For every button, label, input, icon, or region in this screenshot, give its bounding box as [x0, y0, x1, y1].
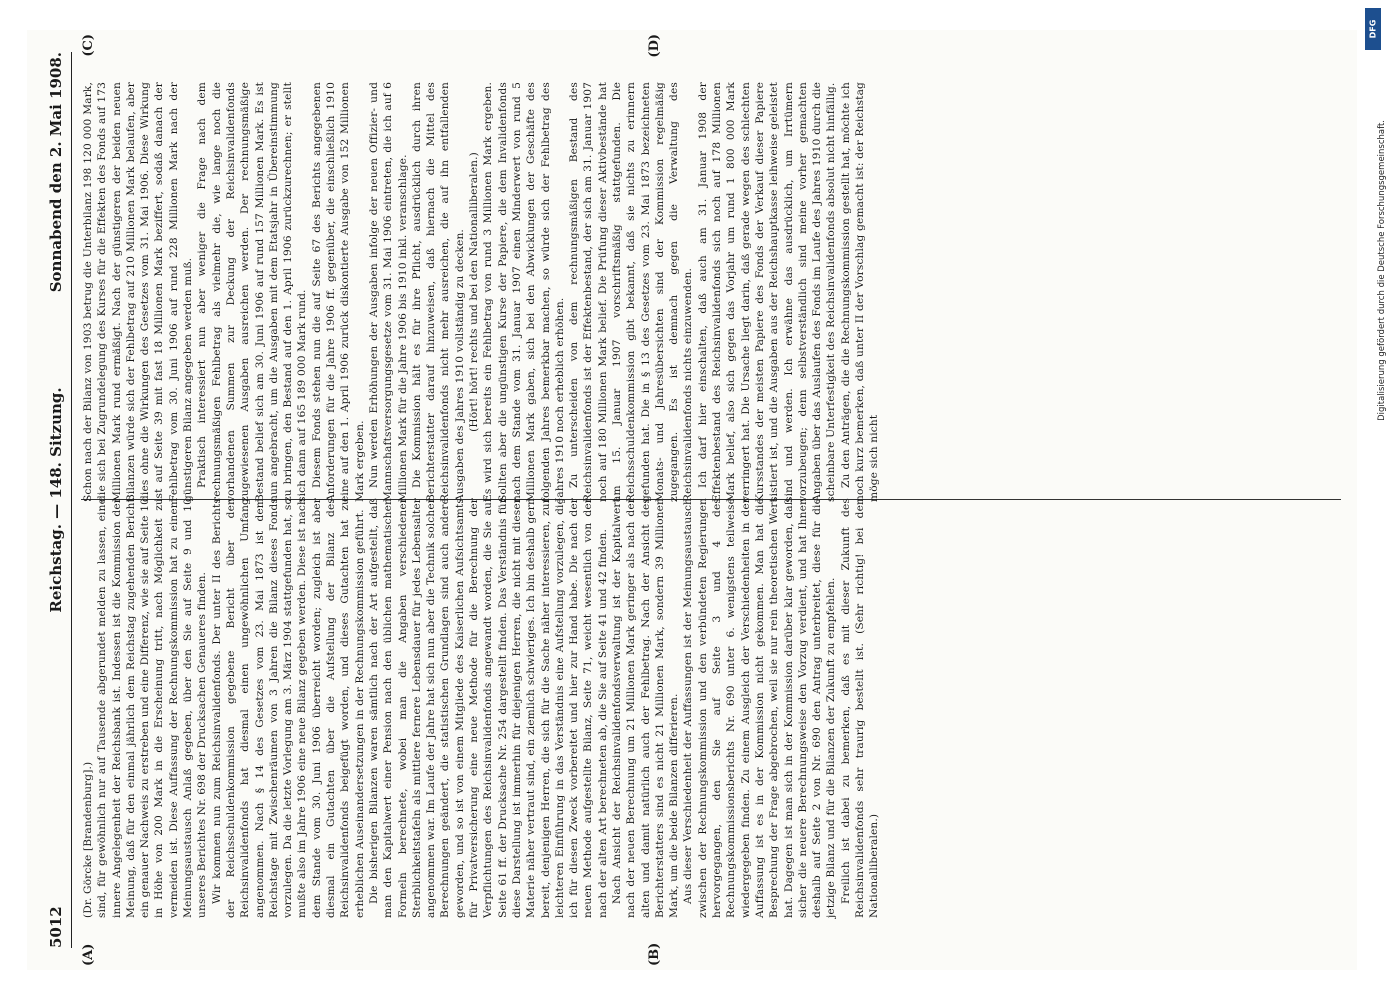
- paragraph: Die bisherigen Bilanzen waren sämtlich nach der Art aufgestellt, daß man den Kapitalwert einer Pension nach den üblichen mathematischen Formeln berechnete, wobei man die Angaben verschiedener Sterblichkeitstafeln als mittlere fernere Lebensdauer für jedes Lebensalter angenommen war. Im Laufe der Jahre hat sich nun aber die Technik solcher Berechnungen geändert, die statistischen Grundlagen sind auch andere geworden, und so ist von einem Mitgliede des Kaiserlichen Aufsichtsamts für Privatversicherung eine neue Methode für die Berechnung der Verpflichtungen des Reichsinvalidenfonds angewandt worden, die Sie auf Seite 61 ff. der Drucksache Nr. 254 dargestellt finden. Das Verständnis für diese Darstellung ist immerhin für diejenigen Herren, die nicht mit dieser Materie näher vertraut sind, ein ziemlich schwieriges. Ich bin deshalb gern bereit, denjenigen Herren, die sich für die Sache näher interessieren, zur leichteren Einführung in das Verständnis eine Aufstellung vorzulegen, die ich für diesen Zweck vorbereitet und hier zur Hand habe. Die nach der neuen Methode aufgestellte Bilanz, Seite 71, weicht wesentlich von der nach der alten Art berechneten ab, die Sie auf Seite 41 und 42 finden.: [367, 498, 609, 918]
- margin-mark-d: (D): [646, 34, 662, 58]
- paragraph: Es wird sich bereits ein Fehlbetrag von rund 3 Millionen Mark ergeben. Sollten aber die ungünstigen Kurse der Papiere, die dem Invalidenfonds nach dem Stande vom 31. Januar 1907 einen Minderwert von rund 5 Millionen Mark gaben, sich bei den Abwicklungen der Geschäfte des folgenden Jahres bemerkbar machen, so würde sich der Fehlbetrag des Jahres 1910 noch erheblich erhöhen.: [481, 82, 566, 502]
- interjection: (Hört! hört! rechts und bei den Nationalliberalen.): [467, 152, 480, 432]
- paragraph: Diesem Fonds stehen nun die auf Seite 67 des Berichts angegebenen Anforderungen für die Jahre 1906 ff. gegenüber, die einschließlich 1910 eine auf den 1. April 1906 zurück diskontierte Ausgabe von 152 Millionen Mark ergeben.: [310, 82, 366, 502]
- text-columns: [81, 52, 1341, 948]
- margin-mark-c: (C): [80, 34, 96, 57]
- paragraph: sind, für gewöhnlich nur auf Tausende abgerundet melden zu lassen, eine innere Angelegenheit der Reichsbank ist. Indessen ist die Kommission der Meinung, daß für den einmal jährlich dem Reichstag zugehenden Bericht ein genauer Nachweis zu erstreben und eine Differenz, wie sie auf Seite 10 in Höhe von 200 Mark in die Erscheinung tritt, nach Möglichkeit zu vermeiden ist. Diese Auffassung der Rechnungskommission hat zu einem Meinungsaustausch Anlaß gegeben, über den Sie auf Seite 9 und 10 unseres Berichtes Nr. 698 der Drucksachen Genaueres finden.: [95, 498, 208, 918]
- speaker-line: (Dr. Görcke [Brandenburg].): [81, 761, 94, 918]
- dfg-logo-icon: [1365, 8, 1381, 50]
- session-title: Reichstag. — 148. Sitzung.: [46, 387, 65, 613]
- paragraph: Zu den Anträgen, die die Rechnungskommission gestellt hat, möchte ich noch kurz bemerken, daß unter II der Vorschlag gemacht ist: der Reichstag möge sich nicht: [839, 82, 880, 502]
- document-page: [27, 30, 1357, 970]
- margin-mark-b: (B): [646, 942, 662, 966]
- paragraph: Zu unterscheiden von dem rechnungsmäßigen Bestand des Reichsinvalidenfonds ist der Effektenbestand, der sich am 31. Januar 1907 noch auf 180 Millionen Mark belief. Die Prüfung dieser Aktivbestände hat am 15. Januar 1907 vorschriftsmäßig stattgefunden. Die Reichsschuldenkommission gibt bekannt, daß sie nichts zu erinnern gefunden hat. Die in § 13 des Gesetzes vom 23. Mai 1873 bezeichneten Monats- und Jahresübersichten sind der Kommission regelmäßig zugegangen. Es ist demnach gegen die Verwaltung des Reichsinvalidenfonds nichts einzuwenden.: [567, 82, 694, 502]
- paragraph: Aus dieser Verschiedenheit der Auffassungen ist der Meinungsaustausch zwischen der Rechnungskommission und den verbündeten Regierungen hervorgegangen, den Sie auf Seite 3 und 4 des Rechnungskommissionsberichts Nr. 690 unter 6. wenigstens teilweise wiedergegeben finden. Zu einem Ausgleich der Verschiedenheiten in der Auffassung ist es in der Kommission nicht gekommen. Man hat die Besprechung der Frage abgebrochen, weil sie nur rein theoretischen Wert hat. Dagegen ist man sich in der Kommission darüber klar geworden, daß sicher die neuere Berechnungsweise den Vorzug verdient, und hat Ihnen deshalb auf Seite 2 von Nr. 690 den Antrag unterbreitet, diese für die jetzige Bilanz und für die Bilanzen der Zukunft zu empfehlen.: [681, 498, 837, 918]
- paragraph: Freilich ist dabei zu bemerken, daß es mit dieser Zukunft des Reichsinvalidenfonds sehr traurig bestellt ist. (Sehr richtig! bei den Nationalliberalen.): [839, 498, 880, 918]
- session-date: Sonnabend den 2. Mai 1908.: [46, 52, 65, 293]
- margin-mark-a: (A): [80, 943, 96, 966]
- paragraph: Schon nach der Bilanz von 1903 betrug die Unterbilanz 198 120 000 Mark, die sich bei Zugrundelegung des Kurses für die Effekten des Fonds auf 173 Millionen Mark rund ermäßigt. Nach der günstigeren der beiden neuen Bilanzen würde sich der Fehlbetrag auf 210 Millionen Mark belaufen, aber dies ohne die Wirkungen des Gesetzes vom 31. Mai 1906. Diese Wirkung ist auf Seite 39 mit fast 18 Millionen Mark beziffert, sodaß danach der Fehlbetrag vom 30. Juni 1906 auf rund 228 Millionen Mark nach der günstigeren Bilanz angegeben werden muß.: [81, 82, 194, 502]
- paragraph: Nun werden Erhöhungen der Ausgaben infolge der neuen Offizier- und Mannschaftsversorgungsgesetze vom 31. Mai 1906 eintreten, die ich auf 6 Millionen Mark für die Jahre 1906 bis 1910 inkl. veranschlage.: [367, 82, 409, 502]
- right-column: [81, 82, 1341, 502]
- page-number: 5012: [46, 906, 65, 948]
- paragraph: Praktisch interessiert nun aber weniger die Frage nach dem rechnungsmäßigen Fehlbetrag als vielmehr die, wie lange noch die vorhandenen Summen zur Deckung der Reichsinvalidenfonds zugewiesenen Ausgaben ausreichen werden. Der rechnungsmäßige Bestand belief sich am 30. Juni 1906 auf rund 157 Millionen Mark. Es ist nun angebracht, um die Ausgaben mit dem Etatsjahr in Übereinstimmung zu bringen, den Bestand auf den 1. April 1906 zurückzurechnen; er stellt sich dann auf 165 189 000 Mark rund.: [195, 82, 308, 502]
- paragraph: Nach Ansicht der Reichsinvalidenfondsverwaltung ist der Kapitalwert nach der neuen Berechnung um 21 Millionen Mark geringer als nach der alten und damit natürlich auch der Fehlbetrag. Nach der Ansicht des Berichterstatters sind es nicht 21 Millionen Mark, sondern 39 Millionen Mark, um die beide Bilanzen differieren.: [610, 498, 680, 918]
- dfg-logo-text: DFG: [1368, 19, 1378, 39]
- paragraph: Die Kommission hält es für ihre Pflicht, ausdrücklich durch ihren Berichterstatter darauf hinzuweisen, daß hiernach die Mittel des Reichsinvalidenfonds nicht mehr ausreichen, die auf ihn entfallenden Ausgaben des Jahres 1910 vollständig zu decken.: [410, 82, 466, 502]
- paragraph: Wir kommen nun zum Reichsinvalidenfonds. Der unter II des Berichts der Reichsschuldenkommission gegebene Bericht über den Reichsinvalidenfonds hat diesmal einen ungewöhnlichen Umfang angenommen. Nach § 14 des Gesetzes vom 23. Mai 1873 ist dem Reichstage mit Zwischenräumen von 3 Jahren die Bilanz dieses Fonds vorzulegen. Da die letzte Vorlegung am 3. März 1904 stattgefunden hat, so mußte also im Jahre 1906 eine neue Bilanz gegeben werden. Diese ist nach dem Stande vom 30. Juni 1906 überreicht worden; zugleich ist aber diesmal ein Gutachten über die Aufstellung der Bilanz des Reichsinvalidenfonds beigefügt worden, und dieses Gutachten hat zu erheblichen Auseinandersetzungen in der Rechnungskommission geführt.: [210, 498, 366, 918]
- paragraph: Ich darf hier einschalten, daß auch am 31. Januar 1908 der Effektenbestand des Reichsinvalidenfonds sich noch auf 178 Millionen Mark belief, also sich gegen das Vorjahr um rund 1 800 000 Mark verringert hat. Die Ursache liegt darin, daß gerade wegen des schlechten Kursstandes der meisten Papiere des Fonds der Verkauf dieser Papiere sistiert ist, und die Ausgaben aus der Reichshauptkasse leihweise geleistet sind und werden. Ich erwähne das ausdrücklich, um Irrtümern vorzubeugen; denn selbstverständlich sind meine vorher gemachten Angaben über das Auslaufen des Fonds im Laufe des Jahres 1910 durch die scheinbare Unterfestigkeit des Reichsinvalidenfonds absolut nicht hinfällig.: [696, 82, 837, 502]
- left-column: [81, 498, 1341, 918]
- digitization-credit: Digitalisierung gefördert durch die Deutsche Forschungsgemeinschaft.: [1377, 120, 1387, 421]
- page-header: [41, 52, 72, 948]
